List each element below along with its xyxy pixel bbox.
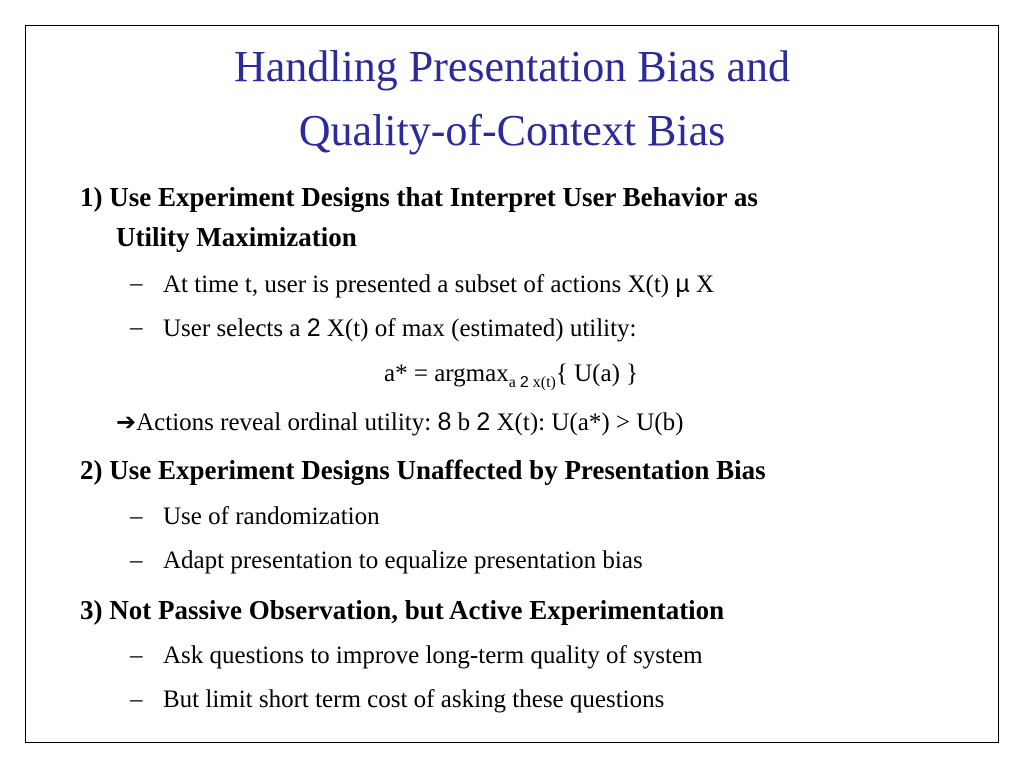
element-of-symbol: 2 [519,374,529,391]
section-3-bullet-1: Ask questions to improve long-term quality of system [163,642,703,669]
bullet-dash: – [130,547,143,574]
section-2-heading: 2) Use Experiment Designs Unaffected by Presentation Bias [80,455,766,485]
subset-symbol: µ [675,270,690,298]
right-arrow-icon: ➔ [116,408,137,436]
section-1-bullet-1: At time t, user is presented a subset of actions X(t) µ X [163,270,715,298]
section-2-bullet-1: Use of randomization [163,503,380,530]
bullet-dash: – [130,314,143,341]
for-all-symbol: 8 [437,408,452,436]
slide-title-line-2: Quality-of-Context Bias [298,106,726,155]
bullet-dash: – [130,686,143,713]
section-3-bullet-2: But limit short term cost of asking these questions [163,686,665,713]
element-of-symbol: 2 [306,314,321,342]
section-1-heading-line-1: 1) Use Experiment Designs that Interpret User Behavior as [80,182,758,212]
bullet-dash: – [130,503,143,530]
argmax-formula: a* = argmax$_{a 2 x(t)}${ U(a) } [384,360,639,391]
section-1-bullet-2: User selects a 2 X(t) of max (estimated) utility: [163,314,637,342]
element-of-symbol: 2 [476,408,491,436]
slide-title-line-1: Handling Presentation Bias and [233,42,790,91]
section-1-heading-line-2: Utility Maximization [116,222,357,252]
bullet-dash: – [130,270,143,297]
section-2-bullet-2: Adapt presentation to equalize presentation bias [163,547,643,574]
bullet-dash: – [130,642,143,669]
ordinal-utility-conclusion: ➔Actions reveal ordinal utility: 8 b 2 X(t): U(a*) > U(b) [116,408,684,436]
section-3-heading: 3) Not Passive Observation, but Active Experimentation [80,595,725,625]
